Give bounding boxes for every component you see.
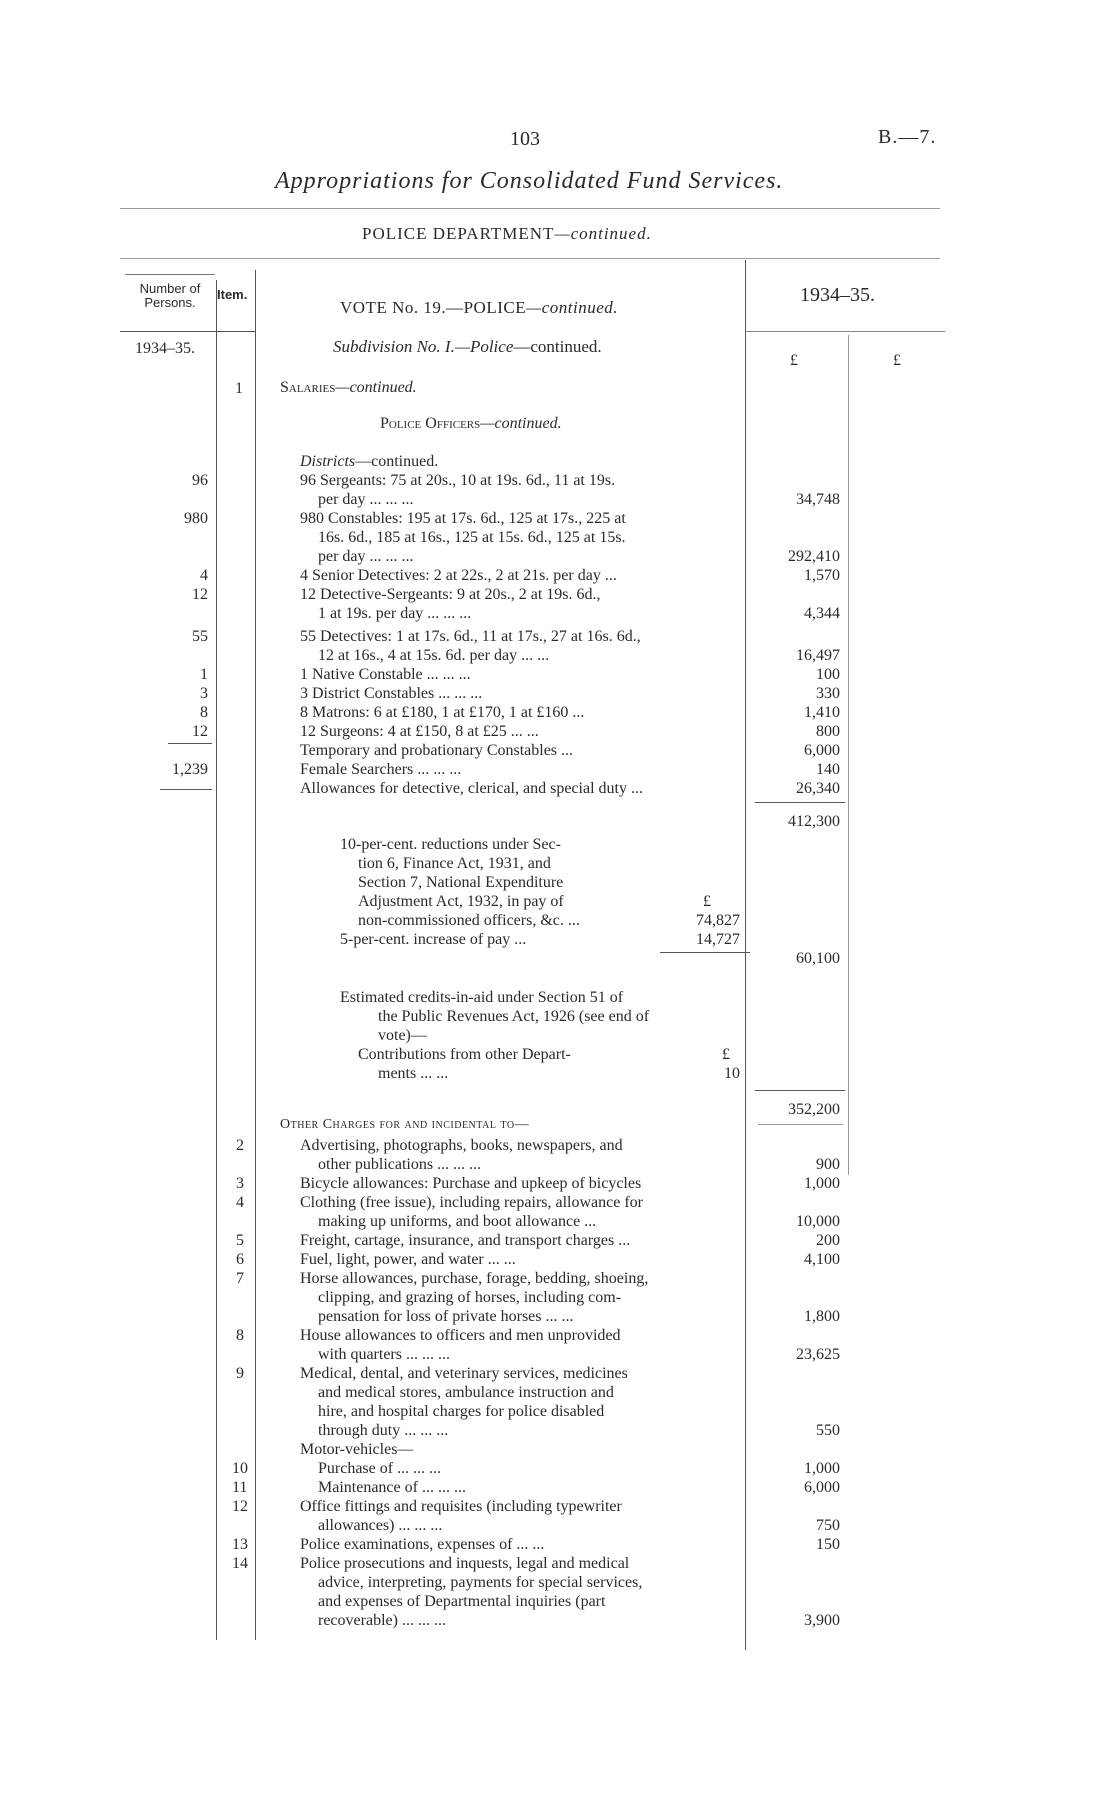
charge-amount: 150 [816,1536,840,1553]
row-text-line: 55 Detectives: 1 at 17s. 6d., 11 at 17s., 27 at 16s. 6d., [300,628,641,645]
row-text-line: 1 at 19s. per day ... ... ... [318,605,472,622]
charge-line: Horse allowances, purchase, forage, bedding, shoeing, [300,1270,649,1287]
item-number: 11 [232,1479,248,1496]
contributions-line: Contributions from other Depart- [358,1046,571,1063]
department-rule [120,258,940,259]
charge-line: and medical stores, ambulance instruction and [318,1384,614,1401]
charge-line: and expenses of Departmental inquiries (part [318,1593,606,1610]
persons-year-label: 1934–35. [135,340,195,357]
persons-count: 1 [200,666,208,683]
charge-line: Fuel, light, power, and water ... ... [300,1251,516,1268]
row-text-line: 8 Matrons: 6 at £180, 1 at £170, 1 at £160 ... [300,704,585,721]
persons-count: 12 [192,723,208,740]
page-number: 103 [510,128,540,150]
charge-line: Police examinations, expenses of ... ... [300,1536,545,1553]
persons-total-underline [160,789,212,790]
row-text-line: 16s. 6d., 185 at 16s., 125 at 15s. 6d., 125 at 15s. [318,529,626,546]
reductions-rule [660,952,750,953]
pound-sign-column2: £ [893,352,901,369]
charge-amount: 1,000 [804,1460,840,1477]
subdivision-text: Subdivision No. I.—Police [333,337,514,356]
row-text-line: 12 at 16s., 4 at 15s. 6d. per day ... ... [318,647,550,664]
credits-line: the Public Revenues Act, 1926 (see end of [378,1008,650,1025]
salaries-heading [280,378,417,397]
row-text-line: per day ... ... ... [318,491,414,508]
charge-amount: 900 [816,1156,840,1173]
charge-line: Motor-vehicles— [300,1441,414,1458]
row-amount: 330 [816,685,840,702]
item-number: 4 [236,1194,244,1211]
row-amount: 800 [816,723,840,740]
charge-line: recoverable) ... ... ... [318,1612,446,1629]
charge-amount: 4,100 [804,1251,840,1268]
row-text-line: per day ... ... ... [318,548,414,565]
charge-line: pensation for loss of private horses ... ... [318,1308,574,1325]
item-number: 10 [232,1460,248,1477]
other-charges-heading: Other Charges for and incidental to— [280,1117,530,1132]
charge-line: advice, interpreting, payments for special services, [318,1574,643,1591]
charge-amount: 750 [816,1517,840,1534]
reductions-line: tion 6, Finance Act, 1931, and [358,855,551,872]
row-text-line: 3 District Constables ... ... ... [300,685,483,702]
row-text-line: Temporary and probationary Constables ... [300,742,574,759]
charge-line: other publications ... ... ... [318,1156,482,1173]
charge-amount: 550 [816,1422,840,1439]
subdivision-suffix: —continued. [513,337,602,356]
persons-count: 4 [200,567,208,584]
row-amount: 1,410 [804,704,840,721]
charge-amount: 3,900 [804,1612,840,1629]
subtotal2-amount: 352,200 [788,1101,840,1118]
row-amount: 292,410 [788,548,840,565]
reductions-line: Adjustment Act, 1932, in pay of [358,893,564,910]
document-reference: B.—7. [878,126,937,148]
page-title [275,168,783,195]
reductions-net-amount: 60,100 [796,950,840,967]
persons-count: 55 [192,628,208,645]
credits-line: Estimated credits-in-aid under Section 51 of [340,989,624,1006]
row-text-line: Allowances for detective, clerical, and special duty ... [300,780,643,797]
vote-title [340,298,618,318]
districts-suffix: —continued. [355,453,439,470]
item-number: 8 [236,1327,244,1344]
row-amount: 4,344 [804,605,840,622]
subtotal2-rule [755,1090,845,1091]
charge-amount: 1,000 [804,1175,840,1192]
title-rule [120,208,940,209]
item-number: 5 [236,1232,244,1249]
row-text-line: 12 Surgeons: 4 at £150, 8 at £25 ... ... [300,723,539,740]
charge-line: with quarters ... ... ... [318,1346,450,1363]
credits-amount: 10 [724,1065,740,1082]
item-number: 7 [236,1270,244,1287]
persons-column-rule [216,280,217,1640]
charge-line: clipping, and grazing of horses, including com- [318,1289,622,1306]
charge-amount: 23,625 [796,1346,840,1363]
subtotal2-underline [758,1124,843,1125]
charge-line: Purchase of ... ... ... [318,1460,442,1477]
credits-line: vote)— [378,1027,427,1044]
subtotal-amount: 412,300 [788,813,840,830]
persons-count: 96 [192,472,208,489]
persons-count: 12 [192,586,208,603]
row-text-line: Female Searchers ... ... ... [300,761,462,778]
row-text-line: 980 Constables: 195 at 17s. 6d., 125 at 17s., 225 at [300,510,626,527]
persons-column-header: Number of Persons. [139,281,201,310]
row-amount: 140 [816,761,840,778]
subdivision-heading [333,337,602,357]
reductions-amount: 74,827 [696,912,740,929]
text-column-rule [745,260,746,1650]
charge-amount: 10,000 [796,1213,840,1230]
reductions-line: 10-per-cent. reductions under Sec- [340,836,561,853]
charge-line: hire, and hospital charges for police disabled [318,1403,605,1420]
row-amount: 6,000 [804,742,840,759]
charge-line: Office fittings and requisites (including typewriter [300,1498,622,1515]
charge-line: Clothing (free issue), including repairs, allowance for [300,1194,643,1211]
row-amount: 100 [816,666,840,683]
charge-line: Maintenance of ... ... ... [318,1479,466,1496]
charge-line: House allowances to officers and men unprovided [300,1327,621,1344]
department-heading [362,224,652,244]
year-column-header: 1934–35. [800,284,875,306]
item-number: 12 [232,1498,248,1515]
charge-amount: 6,000 [804,1479,840,1496]
pay-increase-amount: 14,727 [696,931,740,948]
salaries-label: Salaries [280,379,336,396]
salaries-suffix: —continued. [335,379,417,396]
charge-amount: 200 [816,1232,840,1249]
persons-count: 3 [200,685,208,702]
item-number: 9 [236,1365,244,1382]
credits-pound-sign: £ [722,1046,730,1063]
department-suffix: —continued. [554,224,652,243]
charge-line: Bicycle allowances: Purchase and upkeep of bicycles [300,1175,642,1192]
charge-line: making up uniforms, and boot allowance ... [318,1213,597,1230]
subtotal-rule [755,802,845,803]
item-column-header: Item. [217,287,248,302]
charge-amount: 1,800 [804,1308,840,1325]
vote-title-suffix: —continued. [526,298,619,317]
charge-line: through duty ... ... ... [318,1422,449,1439]
amount-column-rule [848,335,849,1175]
row-amount: 16,497 [796,647,840,664]
pay-increase-label: 5-per-cent. increase of pay ... [340,931,527,948]
persons-total: 1,239 [172,761,208,778]
reductions-pound-sign: £ [703,893,711,910]
item-number: 14 [232,1555,248,1572]
row-text-line: 1 Native Constable ... ... ... [300,666,471,683]
row-amount: 26,340 [796,780,840,797]
item-column-rule [255,270,256,1640]
row-amount: 1,570 [804,567,840,584]
police-officers-suffix: —continued. [480,415,562,432]
header-rule-left [120,331,256,332]
charge-line: Freight, cartage, insurance, and transport charges ... [300,1232,631,1249]
item-number: 2 [236,1137,244,1154]
header-rule-right [745,331,945,332]
persons-count: 980 [184,510,208,527]
districts-label: Districts [300,453,356,470]
persons-count: 8 [200,704,208,721]
department-name: POLICE DEPARTMENT [362,224,555,243]
charge-line: allowances) ... ... ... [318,1517,443,1534]
persons-header-underline [125,274,215,275]
salaries-item-number: 1 [235,380,243,397]
row-text-line: 96 Sergeants: 75 at 20s., 10 at 19s. 6d., 11 at 19s. [300,472,616,489]
charge-line: Medical, dental, and veterinary services, medicines [300,1365,628,1382]
reductions-line: non-commissioned officers, &c. ... [358,912,580,929]
pound-sign-column1: £ [790,352,798,369]
charge-line: Police prosecutions and inquests, legal and medical [300,1555,630,1572]
item-number: 3 [236,1175,244,1192]
row-text-line: 4 Senior Detectives: 2 at 22s., 2 at 21s. per day ... [300,567,617,584]
row-amount: 34,748 [796,491,840,508]
persons-total-rule [168,743,212,744]
page-title-text: Appropriations for Consolidated Fund Services. [275,168,784,194]
districts-heading [300,452,438,471]
row-text-line: 12 Detective-Sergeants: 9 at 20s., 2 at 19s. 6d., [300,586,601,603]
reductions-line: Section 7, National Expenditure [358,874,564,891]
item-number: 6 [236,1251,244,1268]
vote-title-text: VOTE No. 19.—POLICE [340,298,527,317]
contributions-line: ments ... ... [378,1065,449,1082]
police-officers-heading [380,414,562,433]
police-officers-label: Police Officers [380,415,481,432]
charge-line: Advertising, photographs, books, newspapers, and [300,1137,623,1154]
item-number: 13 [232,1536,248,1553]
